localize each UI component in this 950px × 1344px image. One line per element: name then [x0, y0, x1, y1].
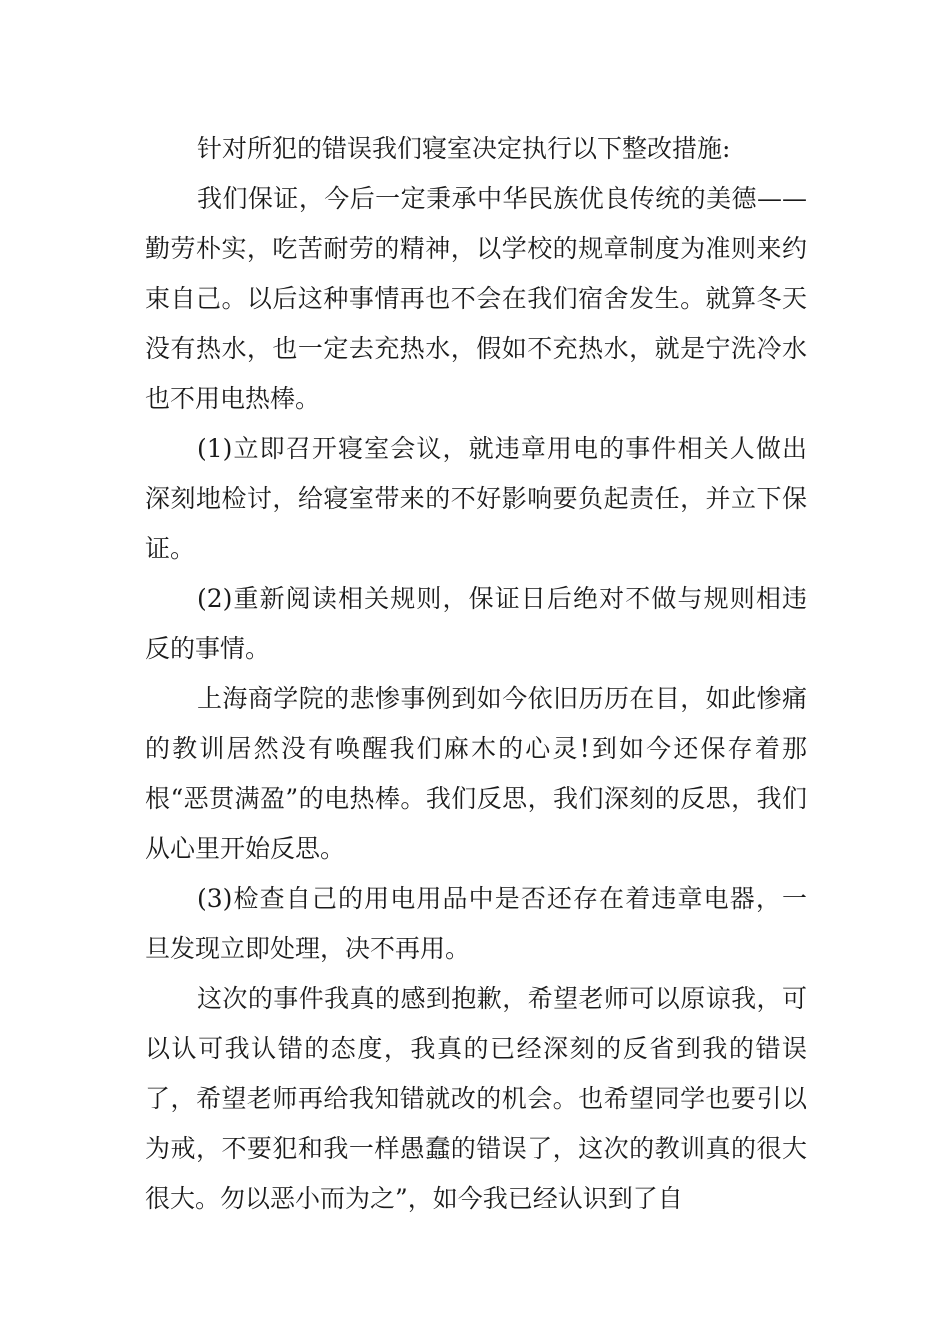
- paragraph-apology: 这次的事件我真的感到抱歉，希望老师可以原谅我，可以认可我认错的态度，我真的已经深刻的反省到我的错误了，希望老师再给我知错就改的机会。也希望同学也要引以为戒，不要犯和我一样愚蠢的错误了，这次的教训真的很大很大。勿以恶小而为之”，如今我已经认识到了自: [145, 984, 807, 1213]
- paragraph-measure-1: (1)立即召开寝室会议，就违章用电的事件相关人做出深刻地检讨，给寝室带来的不好影响要负起责任，并立下保证。: [145, 434, 807, 563]
- paragraph-measure-2: (2)重新阅读相关规则，保证日后绝对不做与规则相违反的事情。: [145, 584, 807, 663]
- paragraph-measure-3: (3)检查自己的用电用品中是否还存在着违章电器，一旦发现立即处理，决不再用。: [145, 884, 807, 963]
- document-body: [145, 124, 807, 1224]
- paragraph-pledge: 我们保证，今后一定秉承中华民族优良传统的美德——勤劳朴实，吃苦耐劳的精神，以学校的规章制度为准则来约束自己。以后这种事情再也不会在我们宿舍发生。就算冬天没有热水，也一定去充热水，假如不充热水，就是宁洗冷水也不用电热棒。: [145, 184, 807, 413]
- paragraph-reflection: 上海商学院的悲惨事例到如今依旧历历在目，如此惨痛的教训居然没有唤醒我们麻木的心灵!到如今还保存着那根“恶贯满盈”的电热棒。我们反思，我们深刻的反思，我们从心里开始反思。: [145, 684, 807, 863]
- paragraph-rectification-intro: 针对所犯的错误我们寝室决定执行以下整改措施:: [197, 134, 731, 163]
